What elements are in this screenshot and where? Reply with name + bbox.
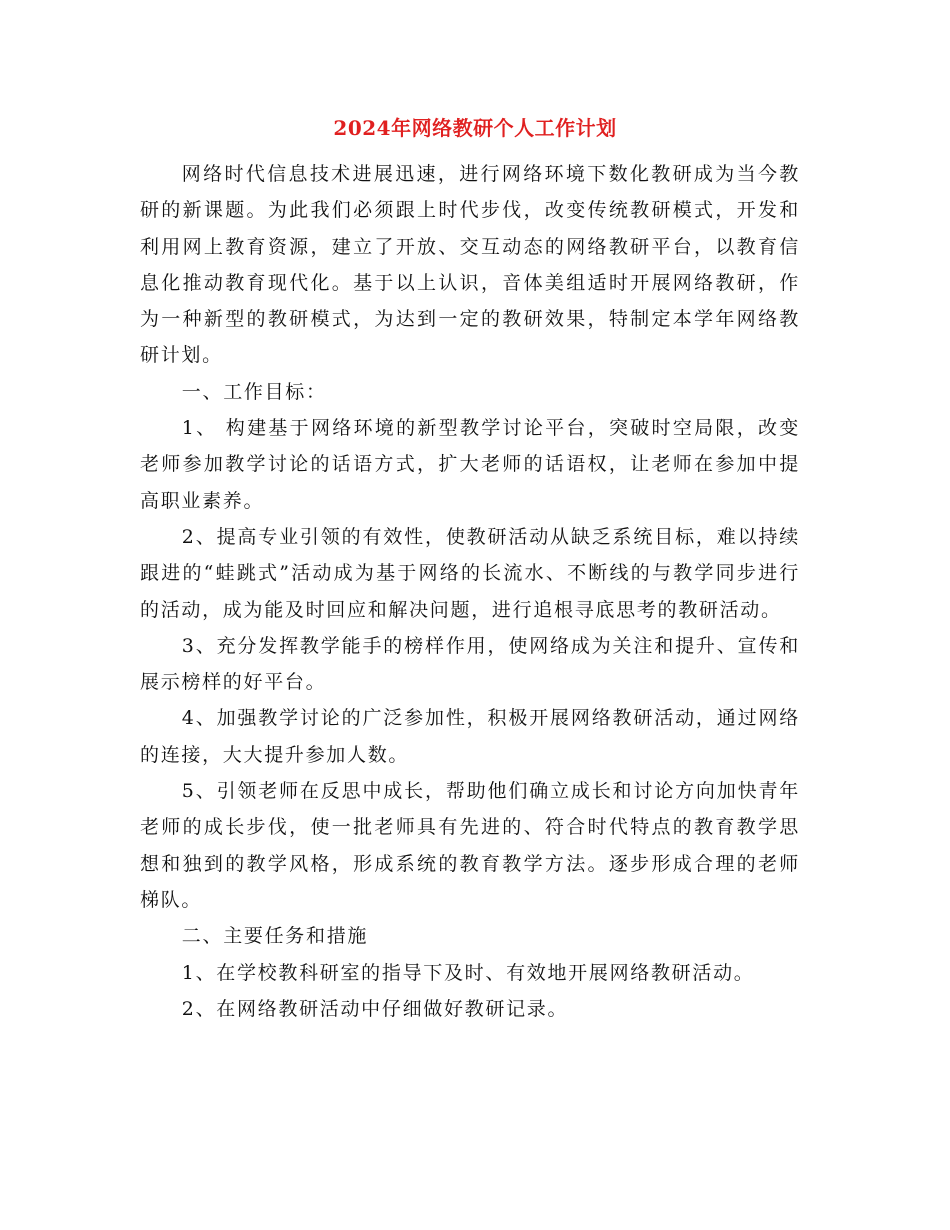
document-body [140,156,800,1027]
section-heading-goals: 一、工作目标： [181,380,327,403]
goal-item-2: 2、提高专业引领的有效性，使教研活动从缺乏系统目标，难以持续跟进的“蛙跳式”活动成为基于网络的长流水、不断线的与教学同步进行的活动，成为能及时回应和解决问题，进行追根寻底思考的教研活动。 [140,525,800,621]
section-heading-tasks: 二、主要任务和措施 [181,925,369,948]
goal-item-1: 1、 构建基于网络环境的新型教学讨论平台，突破时空局限，改变老师参加教学讨论的话语方式，扩大老师的话语权，让老师在参加中提高职业素养。 [140,417,800,512]
goal-item-4: 4、加强教学讨论的广泛参加性，积极开展网络教研活动，通过网络的连接，大大提升参加人数。 [140,707,800,766]
intro-paragraph: 网络时代信息技术进展迅速，进行网络环境下数化教研成为当今教研的新课题。为此我们必须跟上时代步伐，改变传统教研模式，开发和利用网上教育资源，建立了开放、交互动态的网络教研平台，以教育信息化推动教育现代化。基于以上认识，音体美组适时开展网络教研，作为一种新型的教研模式，为达到一定的教研效果，特制定本学年网络教研计划。 [140,163,800,367]
task-item-2: 2、在网络教研活动中仔细做好教研记录。 [181,997,569,1020]
goal-item-5: 5、引领老师在反思中成长，帮助他们确立成长和讨论方向加快青年老师的成长步伐，使一批老师具有先进的、符合时代特点的教育教学思想和独到的教学风格，形成系统的教育教学方法。逐步形成合理的老师梯队。 [140,780,800,911]
goal-item-3: 3、充分发挥教学能手的榜样作用，使网络成为关注和提升、宣传和展示榜样的好平台。 [140,634,800,694]
document-title: 2024年网络教研个人工作计划 [333,116,617,140]
task-item-1: 1、在学校教科研室的指导下及时、有效地开展网络教研活动。 [181,961,755,984]
